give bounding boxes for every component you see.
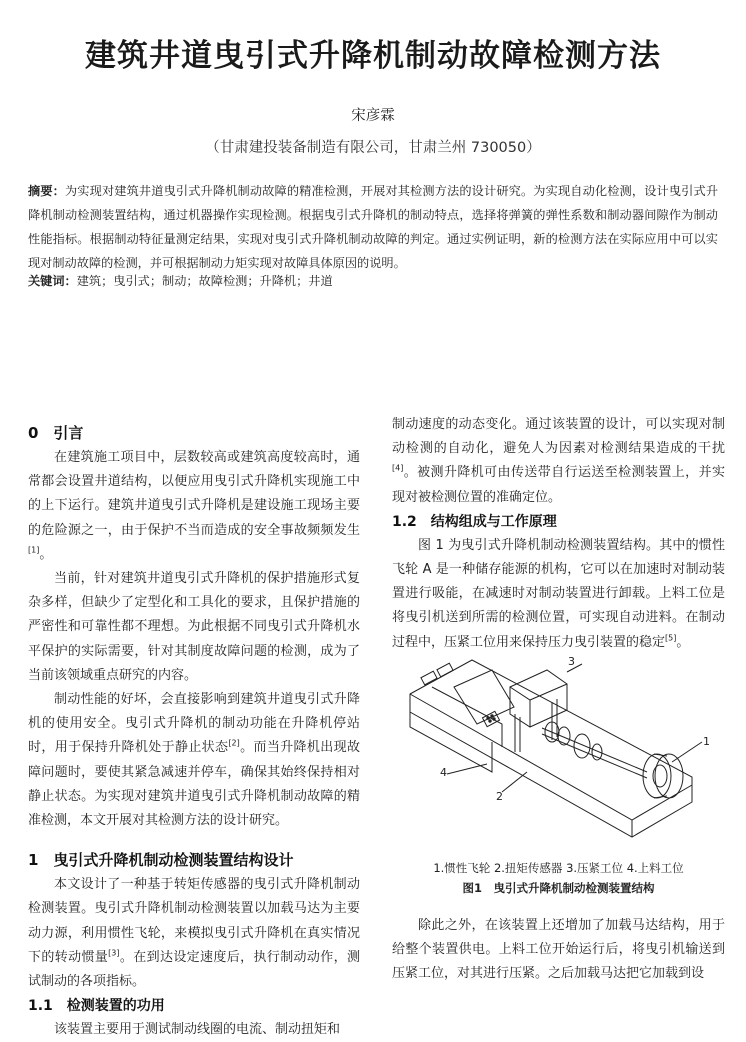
figure-caption: 图1 曳引式升降机制动检测装置结构	[462, 881, 655, 895]
citation: [4]	[392, 464, 404, 474]
text: 制动性能的好坏，会直接影响到建筑井道曳引式升降机的使用安全。曳引式升降机的制动功能在升降机停站时，用于保持升降机处于静止状态	[28, 692, 360, 756]
text: 在建筑施工项目中，层数较高或建筑高度较高时，通常都会设置井道结构，以便应用曳引式升降机实现施工中的上下运行。建筑井道曳引式升降机是建设施工现场主要的危险源之一，由于保护不当而造成的安全事故频频发生	[28, 450, 360, 538]
paragraph	[392, 534, 725, 655]
paragraph	[28, 446, 360, 567]
figure-label-2: 2	[496, 790, 503, 803]
text: 。	[39, 546, 53, 562]
paragraph	[28, 873, 360, 994]
affiliation: （甘肃建投装备制造有限公司，甘肃兰州 730050）	[205, 140, 541, 156]
paper-title: 建筑井道曳引式升降机制动故障检测方法	[85, 38, 661, 74]
text: 。在到达设定速度后，执行制动动作，测试制动的各项指标。	[28, 949, 360, 990]
citation: [2]	[228, 739, 240, 749]
section-0-heading: 0 引言	[28, 424, 84, 442]
abstract-text: 为实现对建筑井道曳引式升降机制动故障的精准检测，开展对其检测方法的设计研究。为实现自动化检测，设计曳引式升降机制动检测装置结构，通过机器操作实现检测。根据曳引式升降机的制动特点，选择将弹簧的弹性系数和制动器间隙作为制动性能指标。根据制动特征量测定结果，实现对曳引式升降机制动故障的判定。通过实例证明，新的检测方法在实际应用中可以实现对制动故障的检测，并可根据制动力矩实现对故障具体原因的说明。	[28, 184, 719, 270]
torque-sensor	[574, 734, 590, 758]
author: 宋彦霖	[351, 108, 395, 124]
citation: [3]	[108, 948, 120, 958]
paragraph: 除此之外，在该装置上还增加了加载马达结构，用于给整个装置供电。上料工位开始运行后，将曳引机输送到压紧工位，对其进行压紧。之后加载马达把它加载到设	[392, 918, 725, 982]
section-1-2-heading: 1.2 结构组成与工作原理	[392, 513, 557, 530]
paragraph: 该装置主要用于测试制动线圈的电流、制动扭矩和	[54, 1022, 341, 1038]
figure-label-3: 3	[568, 655, 575, 668]
paragraph	[28, 688, 360, 833]
keywords-label: 关键词：	[28, 274, 77, 288]
text: 。被测升降机可由传送带自行运送至检测装置上，并实现对被检测位置的准确定位。	[392, 465, 725, 505]
abstract	[28, 179, 718, 275]
control-box	[421, 671, 437, 685]
right-column	[392, 413, 725, 655]
text: 图 1 为曳引式升降机制动检测装置结构。其中的惯性飞轮 A 是一种储存能源的机构，它可以在加速时对制动装置进行吸能，在减速时对制动装置进行卸载。上料工位是将曳引机送到所需的检测位置，可实现自动进料。在制动过程中，压紧工位用来保持压力曳引装置的稳定	[392, 537, 725, 650]
figure-label-4: 4	[440, 766, 447, 779]
base-platform	[410, 660, 692, 837]
paragraph	[392, 413, 725, 510]
press-station-frame	[510, 670, 567, 727]
keywords	[28, 272, 718, 289]
right-column-continued	[392, 914, 725, 987]
device-structure-figure	[392, 652, 725, 852]
paragraph: 当前，针对建筑井道曳引式升降机的保护措施形式复杂多样，但缺少了定型化和工具化的要求，且保护措施的严密性和可靠性都不理想。为此根据不同曳引式升降机水平保护的实际需要，针对其制度故障问题的检测，成为了当前该领域重点研究的内容。	[28, 571, 360, 683]
section-1-1-heading: 1.1 检测装置的功用	[28, 998, 165, 1015]
text: 。而当升降机出现故障问题时，要使其紧急减速并停车，确保其始终保持相对静止状态。为实现对建筑井道曳引式升降机制动故障的精准检测，本文开展对其检测方法的设计研究。	[28, 740, 360, 829]
keywords-text: 建筑；曳引式；制动；故障检测；升降机；井道	[76, 274, 333, 288]
figure-label-1: 1	[703, 735, 710, 748]
text: 。	[676, 634, 690, 650]
citation: [5]	[665, 633, 677, 643]
abstract-label: 摘要：	[28, 184, 65, 198]
text: 本文设计了一种基于转矩传感器的曳引式升降机制动检测装置。曳引式升降机制动检测装置以加载马达为主要动力源，利用惯性飞轮，来模拟曳引式升降机在真实情况下的转动惯量	[28, 877, 360, 965]
figure-legend: 1.惯性飞轮 2.扭矩传感器 3.压紧工位 4.上料工位	[433, 861, 684, 875]
citation: [1]	[28, 545, 40, 555]
section-1-heading: 1 曳引式升降机制动检测装置结构设计	[28, 851, 294, 870]
text: 制动速度的动态变化。通过该装置的设计，可以实现对制动检测的自动化，避免人为因素对检测结果造成的干扰	[392, 417, 725, 457]
left-column	[28, 420, 360, 1042]
